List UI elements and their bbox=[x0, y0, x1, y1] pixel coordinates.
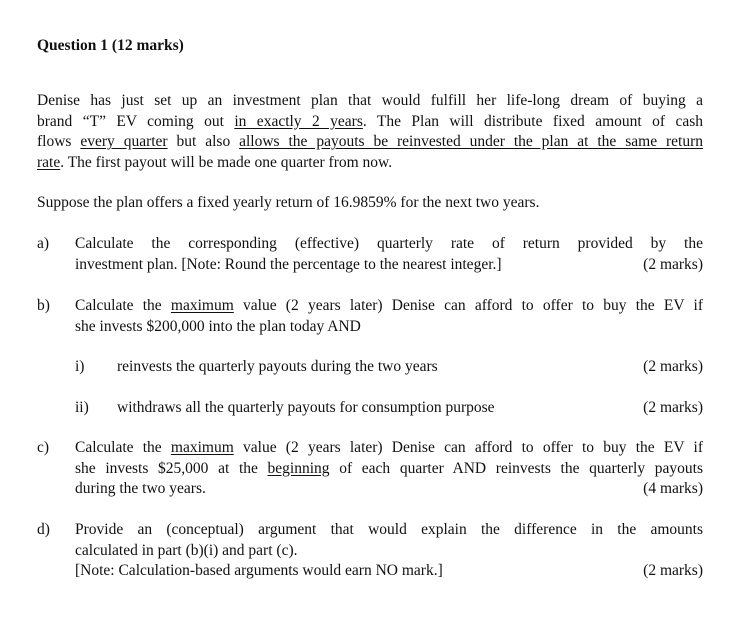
underlined-text: maximum bbox=[170, 439, 234, 456]
underlined-text: beginning bbox=[267, 459, 330, 477]
part-c-text: she invests $25,000 at the bbox=[75, 459, 268, 477]
part-a-text: investment plan. [Note: Round the percentage to the nearest integer.] bbox=[75, 255, 502, 273]
part-b-i-marks: (2 marks) bbox=[643, 358, 703, 375]
part-a bbox=[37, 234, 703, 276]
part-c-text: Calculate the bbox=[75, 439, 171, 456]
assumption-statement: Suppose the plan offers a fixed yearly return of 16.9859% for the next two years. bbox=[37, 194, 540, 211]
part-c-line-1 bbox=[75, 438, 703, 459]
intro-line-1: Denise has just set up an investment plan that would fulfill her life-long dream of buying a bbox=[37, 92, 703, 109]
part-b-body bbox=[75, 296, 703, 337]
intro-line-4 bbox=[37, 153, 703, 174]
underlined-text: maximum bbox=[170, 297, 234, 314]
part-b-text: value (2 years later) Denise can afford to offer to buy the EV if bbox=[233, 297, 703, 314]
intro-text: but also bbox=[167, 133, 240, 150]
intro-line-3 bbox=[37, 132, 703, 153]
part-d-line-2: calculated in part (b)(i) and part (c). bbox=[75, 541, 298, 559]
part-d bbox=[37, 520, 703, 584]
underlined-text: in exactly 2 years bbox=[234, 112, 363, 130]
part-b-ii-text: withdraws all the quarterly payouts for consumption purpose bbox=[117, 399, 495, 416]
intro-line-2 bbox=[37, 112, 703, 133]
part-b-label: b) bbox=[37, 297, 50, 314]
part-c-line-2 bbox=[75, 459, 703, 480]
part-a-marks: (2 marks) bbox=[643, 255, 703, 273]
part-b bbox=[37, 296, 703, 338]
part-d-note: [Note: Calculation-based arguments would earn NO mark.] bbox=[75, 562, 443, 579]
part-c-text: of each quarter AND reinvests the quarterly payouts bbox=[329, 459, 703, 477]
intro-text: . The first payout will be made one quarter from now. bbox=[60, 153, 393, 171]
question-title: Question 1 (12 marks) bbox=[37, 37, 184, 54]
underlined-text: every quarter bbox=[80, 133, 168, 150]
part-b-i-text: reinvests the quarterly payouts during the two years bbox=[117, 358, 438, 375]
part-b-i-label: i) bbox=[75, 358, 85, 375]
part-d-label: d) bbox=[37, 521, 50, 538]
part-a-body bbox=[75, 234, 703, 275]
part-b-line-2: she invests $200,000 into the plan today AND bbox=[75, 317, 361, 335]
underlined-text: rate bbox=[37, 153, 61, 171]
intro-text: . The Plan will distribute fixed amount of cash bbox=[362, 112, 703, 130]
intro-paragraph bbox=[37, 91, 703, 173]
part-b-line-1 bbox=[75, 296, 703, 317]
part-c-text: value (2 years later) Denise can afford to offer to buy the EV if bbox=[233, 439, 703, 456]
part-d-line-1: Provide an (conceptual) argument that would explain the difference in the amounts bbox=[75, 521, 703, 538]
part-b-text: Calculate the bbox=[75, 297, 171, 314]
part-c-label: c) bbox=[37, 439, 50, 456]
underlined-text: allows the payouts be reinvested under the plan at the same return bbox=[239, 133, 703, 150]
part-b-ii-label: ii) bbox=[75, 399, 89, 416]
part-d-line-3 bbox=[75, 561, 703, 582]
part-c bbox=[37, 438, 703, 502]
part-c-body bbox=[75, 438, 703, 500]
part-c-line-3 bbox=[75, 479, 703, 500]
part-b-i bbox=[75, 357, 703, 379]
part-a-line-2 bbox=[75, 255, 703, 276]
part-b-ii bbox=[75, 398, 703, 420]
part-c-marks: (4 marks) bbox=[643, 480, 703, 497]
part-a-line-1: Calculate the corresponding (effective) quarterly rate of return provided by the bbox=[75, 235, 703, 252]
intro-text: flows bbox=[37, 133, 81, 150]
part-d-body bbox=[75, 520, 703, 582]
part-a-label: a) bbox=[37, 235, 50, 252]
part-b-ii-marks: (2 marks) bbox=[643, 399, 703, 416]
part-c-text: during the two years. bbox=[75, 480, 206, 497]
intro-text: brand “T” EV coming out bbox=[37, 112, 235, 130]
part-d-marks: (2 marks) bbox=[643, 562, 703, 579]
